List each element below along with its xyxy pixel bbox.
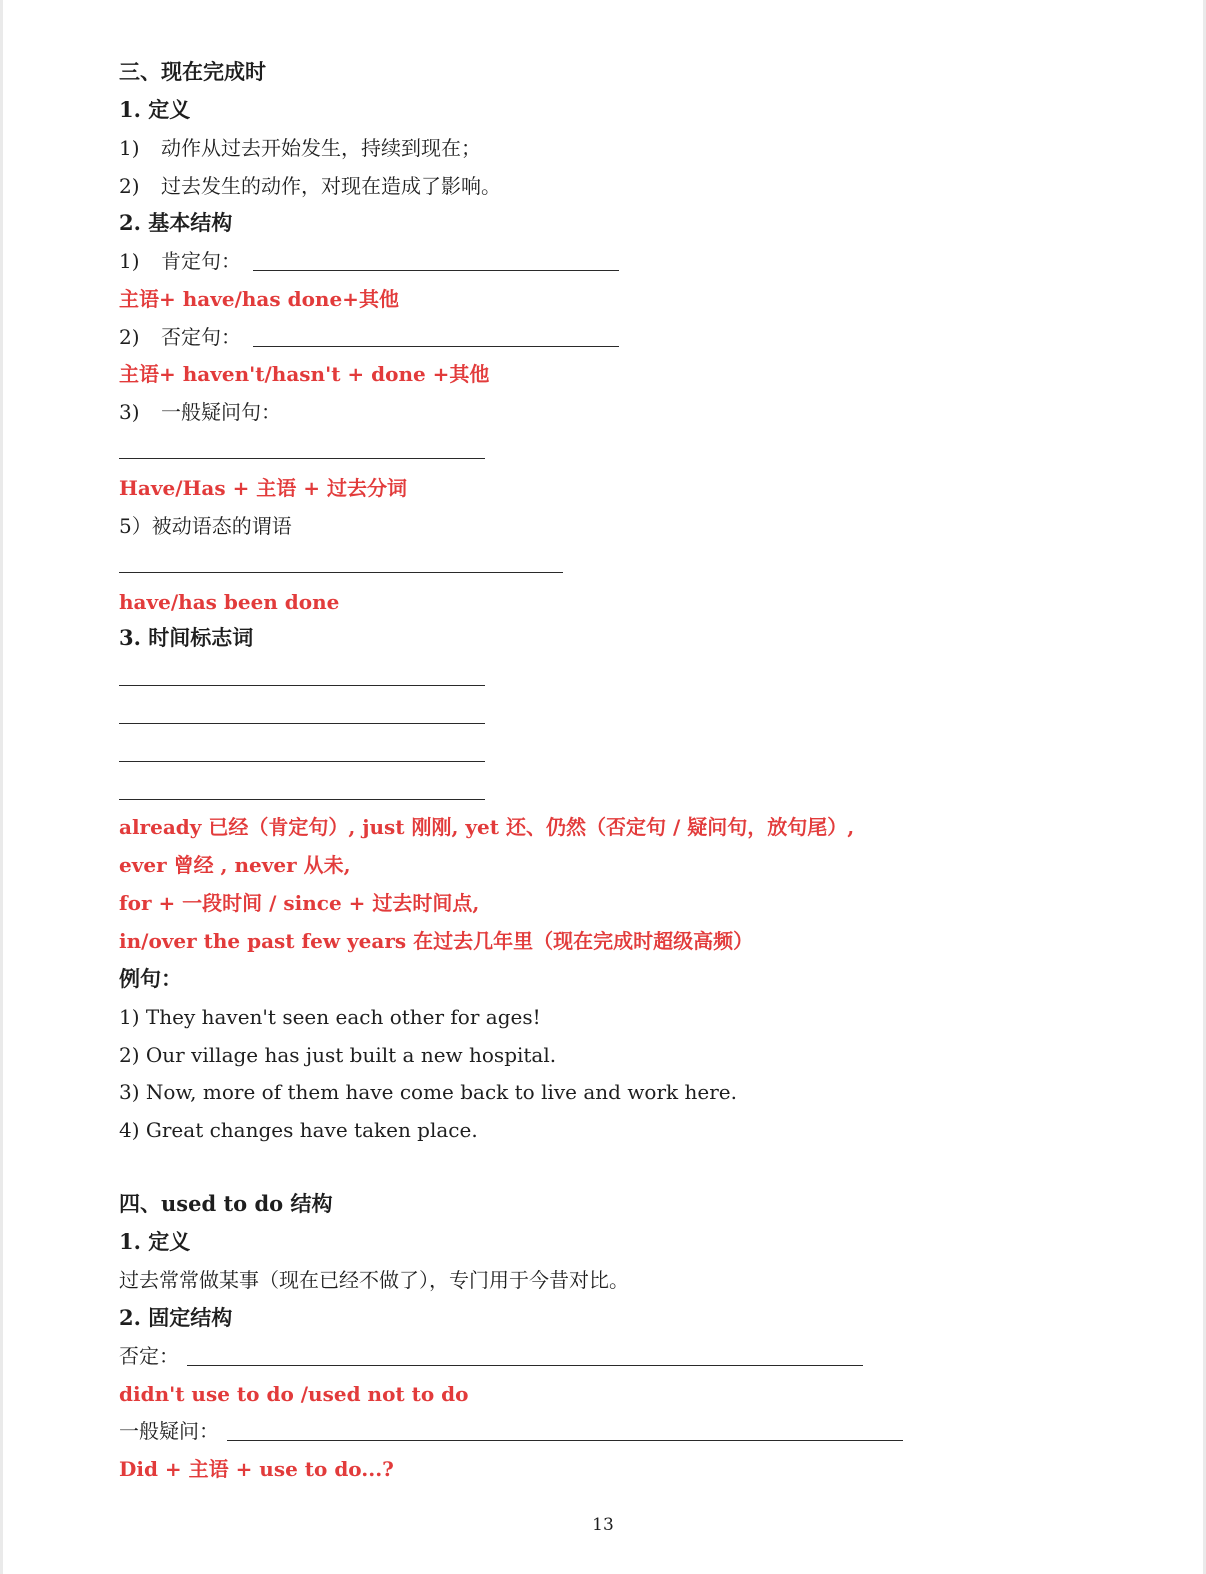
used-to-question-line — [119, 1418, 903, 1444]
section4-title: 四、used to do 结构 — [119, 1191, 333, 1216]
example-number: 1) — [119, 1005, 140, 1029]
example-number: 2) — [119, 1043, 140, 1067]
negative-number: 2) — [119, 325, 140, 349]
section3-definition-heading: 1. 定义 — [119, 97, 191, 122]
time-markers-heading: 3. 时间标志词 — [119, 625, 254, 650]
affirmative-blank[interactable] — [253, 248, 619, 271]
time-marker-blank[interactable] — [119, 761, 485, 762]
used-to-negative-answer: didn't use to do /used not to do — [119, 1382, 469, 1406]
negative-label: 否定句： — [161, 325, 241, 349]
negative-line — [119, 324, 619, 350]
passive-label: 5）被动语态的谓语 — [119, 514, 292, 538]
definition-item-number: 1) — [119, 136, 140, 160]
used-to-negative-blank[interactable] — [187, 1343, 863, 1366]
page-number: 13 — [592, 1515, 614, 1535]
example-number: 3) — [119, 1080, 140, 1104]
time-marker-blank[interactable] — [119, 723, 485, 724]
example-text: Great changes have taken place. — [145, 1118, 478, 1142]
used-to-question-answer: Did + 主语 + use to do...? — [119, 1457, 394, 1481]
example-text: They haven't seen each other for ages! — [145, 1005, 541, 1029]
definition-item — [119, 173, 501, 199]
used-to-question-label: 一般疑问： — [119, 1419, 219, 1443]
question-line — [119, 399, 281, 425]
section3-structure-heading: 2. 基本结构 — [119, 210, 233, 235]
used-to-question-blank[interactable] — [227, 1418, 903, 1441]
negative-blank[interactable] — [253, 324, 619, 347]
definition-item-text: 动作从过去开始发生，持续到现在； — [161, 136, 481, 160]
example-sentence — [119, 1079, 737, 1105]
question-blank[interactable] — [119, 458, 485, 459]
affirmative-answer: 主语+ have/has done+其他 — [119, 287, 399, 311]
time-marker-answer: for + 一段时间 / since + 过去时间点, — [119, 891, 480, 915]
time-marker-blank[interactable] — [119, 685, 485, 686]
section4-definition-heading: 1. 定义 — [119, 1229, 191, 1254]
passive-blank[interactable] — [119, 572, 563, 573]
page-edge-left — [0, 0, 3, 1574]
question-answer: Have/Has + 主语 + 过去分词 — [119, 476, 407, 500]
example-sentence — [119, 1042, 556, 1068]
example-sentence — [119, 1004, 541, 1030]
example-text: Now, more of them have come back to live and work here. — [145, 1080, 737, 1104]
example-text: Our village has just built a new hospital. — [145, 1043, 557, 1067]
example-sentence — [119, 1117, 478, 1143]
affirmative-number: 1) — [119, 249, 140, 273]
question-label: 一般疑问句： — [161, 400, 281, 424]
question-number: 3) — [119, 400, 140, 424]
passive-answer: have/has been done — [119, 590, 340, 614]
used-to-negative-line — [119, 1343, 863, 1369]
time-marker-blank[interactable] — [119, 799, 485, 800]
example-number: 4) — [119, 1118, 140, 1142]
definition-item-text: 过去发生的动作，对现在造成了影响。 — [161, 174, 501, 198]
examples-heading: 例句： — [119, 966, 182, 991]
time-marker-answer: already 已经（肯定句）, just 刚刚, yet 还、仍然（否定句 / 疑问句，放句尾）, — [119, 815, 855, 839]
negative-answer: 主语+ haven't/hasn't + done +其他 — [119, 362, 490, 386]
definition-item-number: 2) — [119, 174, 140, 198]
affirmative-line — [119, 248, 619, 274]
used-to-negative-label: 否定： — [119, 1344, 179, 1368]
section4-definition-text: 过去常常做某事（现在已经不做了），专门用于今昔对比。 — [119, 1268, 629, 1292]
time-marker-answer: in/over the past few years 在过去几年里（现在完成时超级高频） — [119, 929, 754, 953]
time-marker-answer: ever 曾经 , never 从未, — [119, 853, 351, 877]
section3-title: 三、现在完成时 — [119, 59, 266, 84]
affirmative-label: 肯定句： — [161, 249, 241, 273]
definition-item — [119, 135, 481, 161]
section4-structure-heading: 2. 固定结构 — [119, 1305, 233, 1330]
